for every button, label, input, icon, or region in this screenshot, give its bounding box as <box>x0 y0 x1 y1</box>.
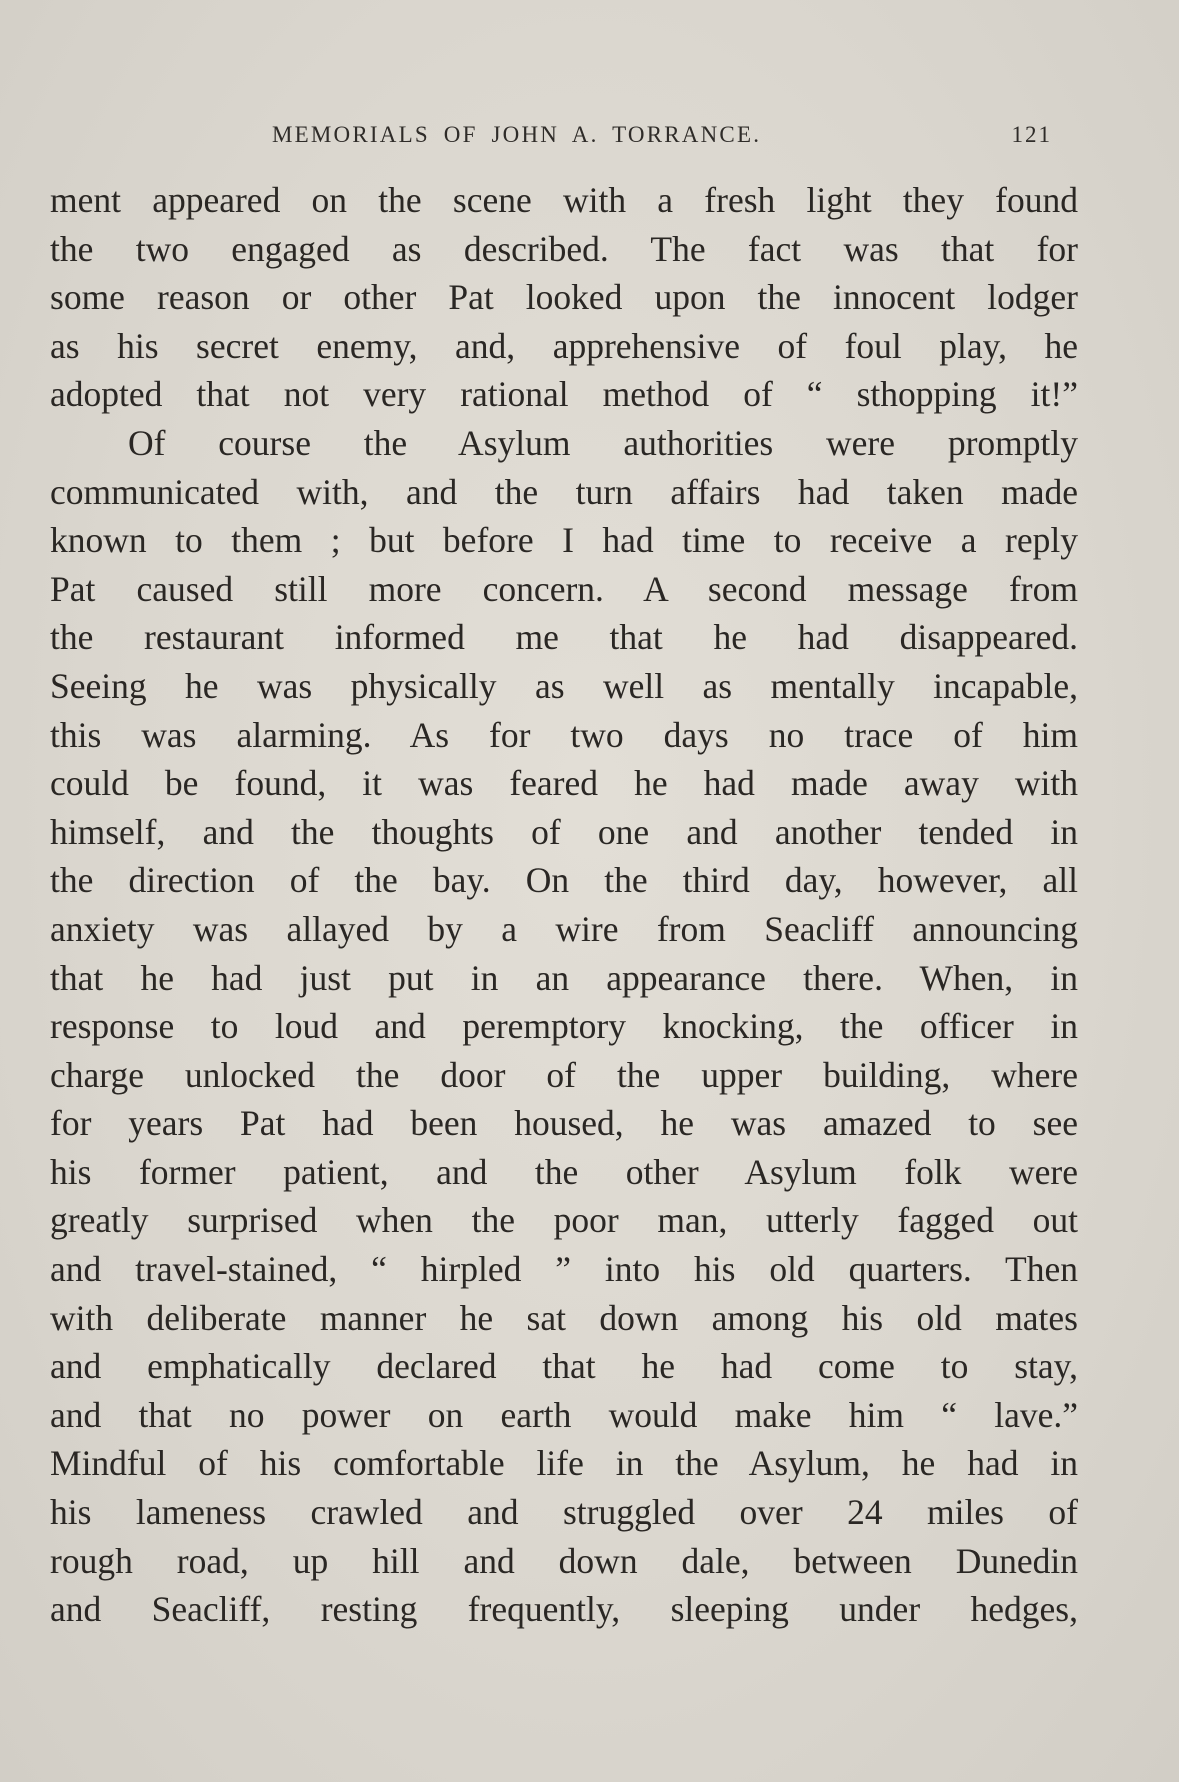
text-line: some reason or other Pat looked upon the innocent lodger <box>50 277 1078 318</box>
text-line: response to loud and peremptory knocking, the officer in <box>50 1006 1078 1047</box>
text-line: charge unlocked the door of the upper building, where <box>50 1054 1078 1095</box>
running-title: MEMORIALS OF JOHN A. TORRANCE. <box>272 122 762 147</box>
text-line: Seeing he was physically as well as mentally incapable, <box>50 665 1078 706</box>
page-number: 121 <box>1011 122 1052 147</box>
text-line: Mindful of his comfortable life in the Asylum, he had in <box>50 1443 1078 1484</box>
text-line: the restaurant informed me that he had disappeared. <box>50 617 1078 658</box>
text-line: Pat caused still more concern. A second message from <box>50 568 1078 609</box>
text-line: and emphatically declared that he had come to stay, <box>50 1346 1078 1387</box>
text-line: could be found, it was feared he had made away with <box>50 763 1078 804</box>
text-line: anxiety was allayed by a wire from Seacliff announcing <box>50 908 1078 949</box>
text-line: that he had just put in an appearance there. When, in <box>50 957 1078 998</box>
paragraph-first-line: Of course the Asylum authorities were promptly <box>128 422 1078 463</box>
text-line: his lameness crawled and struggled over 24 miles of <box>50 1492 1078 1533</box>
text-line: himself, and the thoughts of one and another tended in <box>50 811 1078 852</box>
text-line: greatly surprised when the poor man, utterly fagged out <box>50 1200 1078 1241</box>
text-line: as his secret enemy, and, apprehensive of foul play, he <box>50 325 1078 366</box>
body-text <box>50 176 1078 1634</box>
text-line: this was alarming. As for two days no trace of him <box>50 714 1078 755</box>
text-line: and Seacliff, resting frequently, sleeping under hedges, <box>50 1589 1078 1630</box>
running-head <box>272 122 1052 152</box>
text-line: adopted that not very rational method of “ sthopping it!” <box>50 374 1078 415</box>
text-line: communicated with, and the turn affairs had taken made <box>50 471 1078 512</box>
text-line: ment appeared on the scene with a fresh light they found <box>50 180 1078 220</box>
text-line: known to them ; but before I had time to receive a reply <box>50 520 1078 561</box>
text-line: his former patient, and the other Asylum folk were <box>50 1151 1078 1192</box>
text-line: and travel-stained, “ hirpled ” into his old quarters. Then <box>50 1249 1078 1290</box>
text-line: and that no power on earth would make him “ lave.” <box>50 1394 1078 1435</box>
text-line: with deliberate manner he sat down among his old mates <box>50 1297 1078 1338</box>
text-line: the direction of the bay. On the third day, however, all <box>50 860 1078 901</box>
text-line: the two engaged as described. The fact was that for <box>50 228 1078 269</box>
text-line: rough road, up hill and down dale, between Dunedin <box>50 1540 1078 1581</box>
text-line: for years Pat had been housed, he was amazed to see <box>50 1103 1078 1144</box>
